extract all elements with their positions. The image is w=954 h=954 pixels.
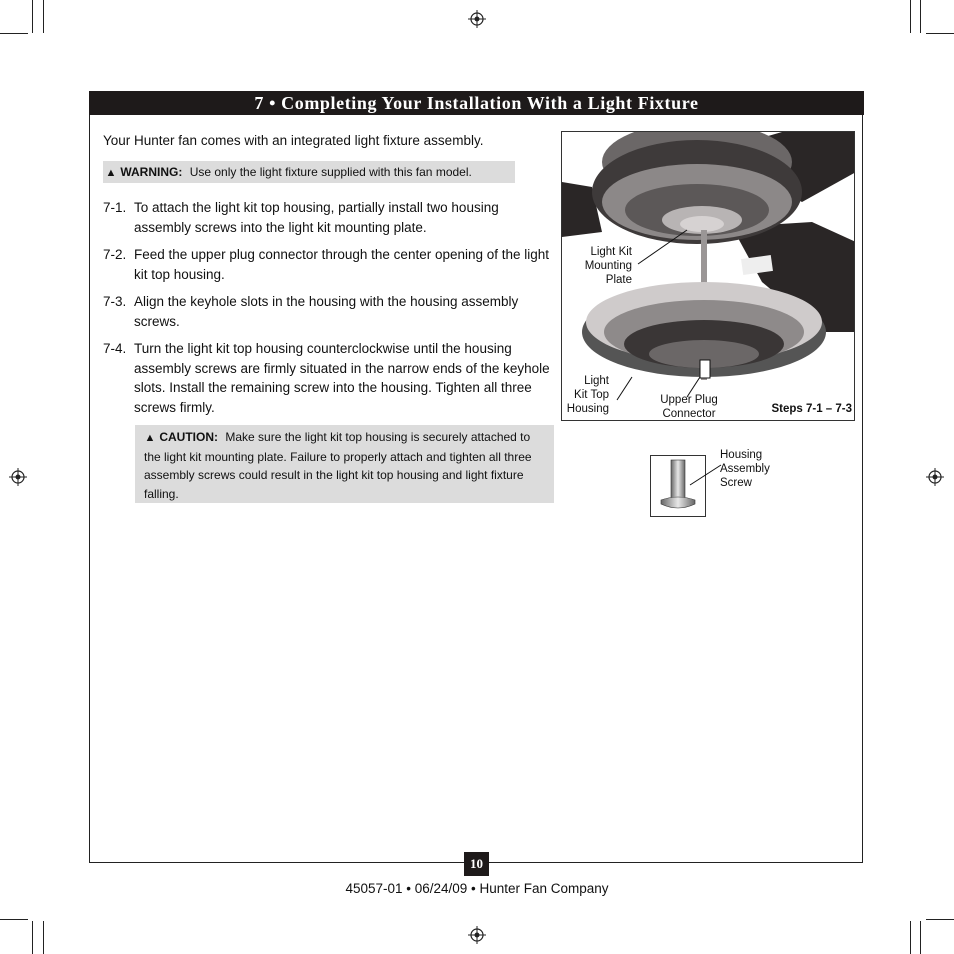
registration-mark-icon (468, 10, 486, 28)
caution-text: Make sure the light kit top housing is securely attached to the light kit mounting plate. Failure to properly attach and tighten all three assembly screws could result in the light kit top housing and light fixture falling. (144, 430, 532, 501)
steps-reference: Steps 7-1 – 7-3 (771, 403, 852, 415)
warning-box (103, 161, 515, 183)
warning-text: Use only the light fixture supplied with this fan model. (189, 165, 472, 179)
step-item (103, 198, 555, 237)
mounting-plate-label: Light Kit Mounting Plate (584, 246, 632, 286)
top-housing-label: Light Kit Top Housing (566, 375, 609, 415)
registration-mark-icon (468, 926, 486, 944)
page-number: 10 (464, 852, 489, 876)
steps-list (103, 198, 555, 425)
upper-plug-label: Upper Plug Connector (660, 394, 718, 420)
step-item (103, 292, 555, 331)
step-number: 7-3. (103, 294, 127, 309)
step-text: To attach the light kit top housing, partially install two housing assembly screws into the light kit mounting plate. (134, 200, 499, 235)
step-number: 7-1. (103, 200, 127, 215)
warning-triangle-icon: ▲ (144, 432, 156, 444)
warning-label: WARNING: (120, 165, 183, 179)
installation-figure (561, 131, 855, 421)
warning-triangle-icon: ▲ (105, 167, 117, 179)
registration-mark-icon (9, 468, 27, 486)
step-text: Turn the light kit top housing counterclockwise until the housing assembly screws are firmly situated in the narrow ends of the keyhole slots. Install the remaining screw into the housing. Tighten all three screws firmly. (134, 341, 550, 415)
intro-text: Your Hunter fan comes with an integrated light fixture assembly. (103, 133, 484, 148)
step-text: Feed the upper plug connector through the center opening of the light kit top housing. (134, 247, 550, 282)
screw-label: Housing Assembly Screw (720, 449, 770, 489)
caution-label: CAUTION: (159, 430, 219, 444)
step-number: 7-2. (103, 247, 127, 262)
step-item (103, 339, 555, 417)
step-number: 7-4. (103, 341, 127, 356)
step-text: Align the keyhole slots in the housing with the housing assembly screws. (134, 294, 519, 329)
step-item (103, 245, 555, 284)
section-title: 7 • Completing Your Installation With a Light Fixture (89, 91, 864, 115)
footer-text: 45057-01 • 06/24/09 • Hunter Fan Company (345, 881, 609, 896)
caution-box (135, 425, 554, 503)
registration-mark-icon (926, 468, 944, 486)
